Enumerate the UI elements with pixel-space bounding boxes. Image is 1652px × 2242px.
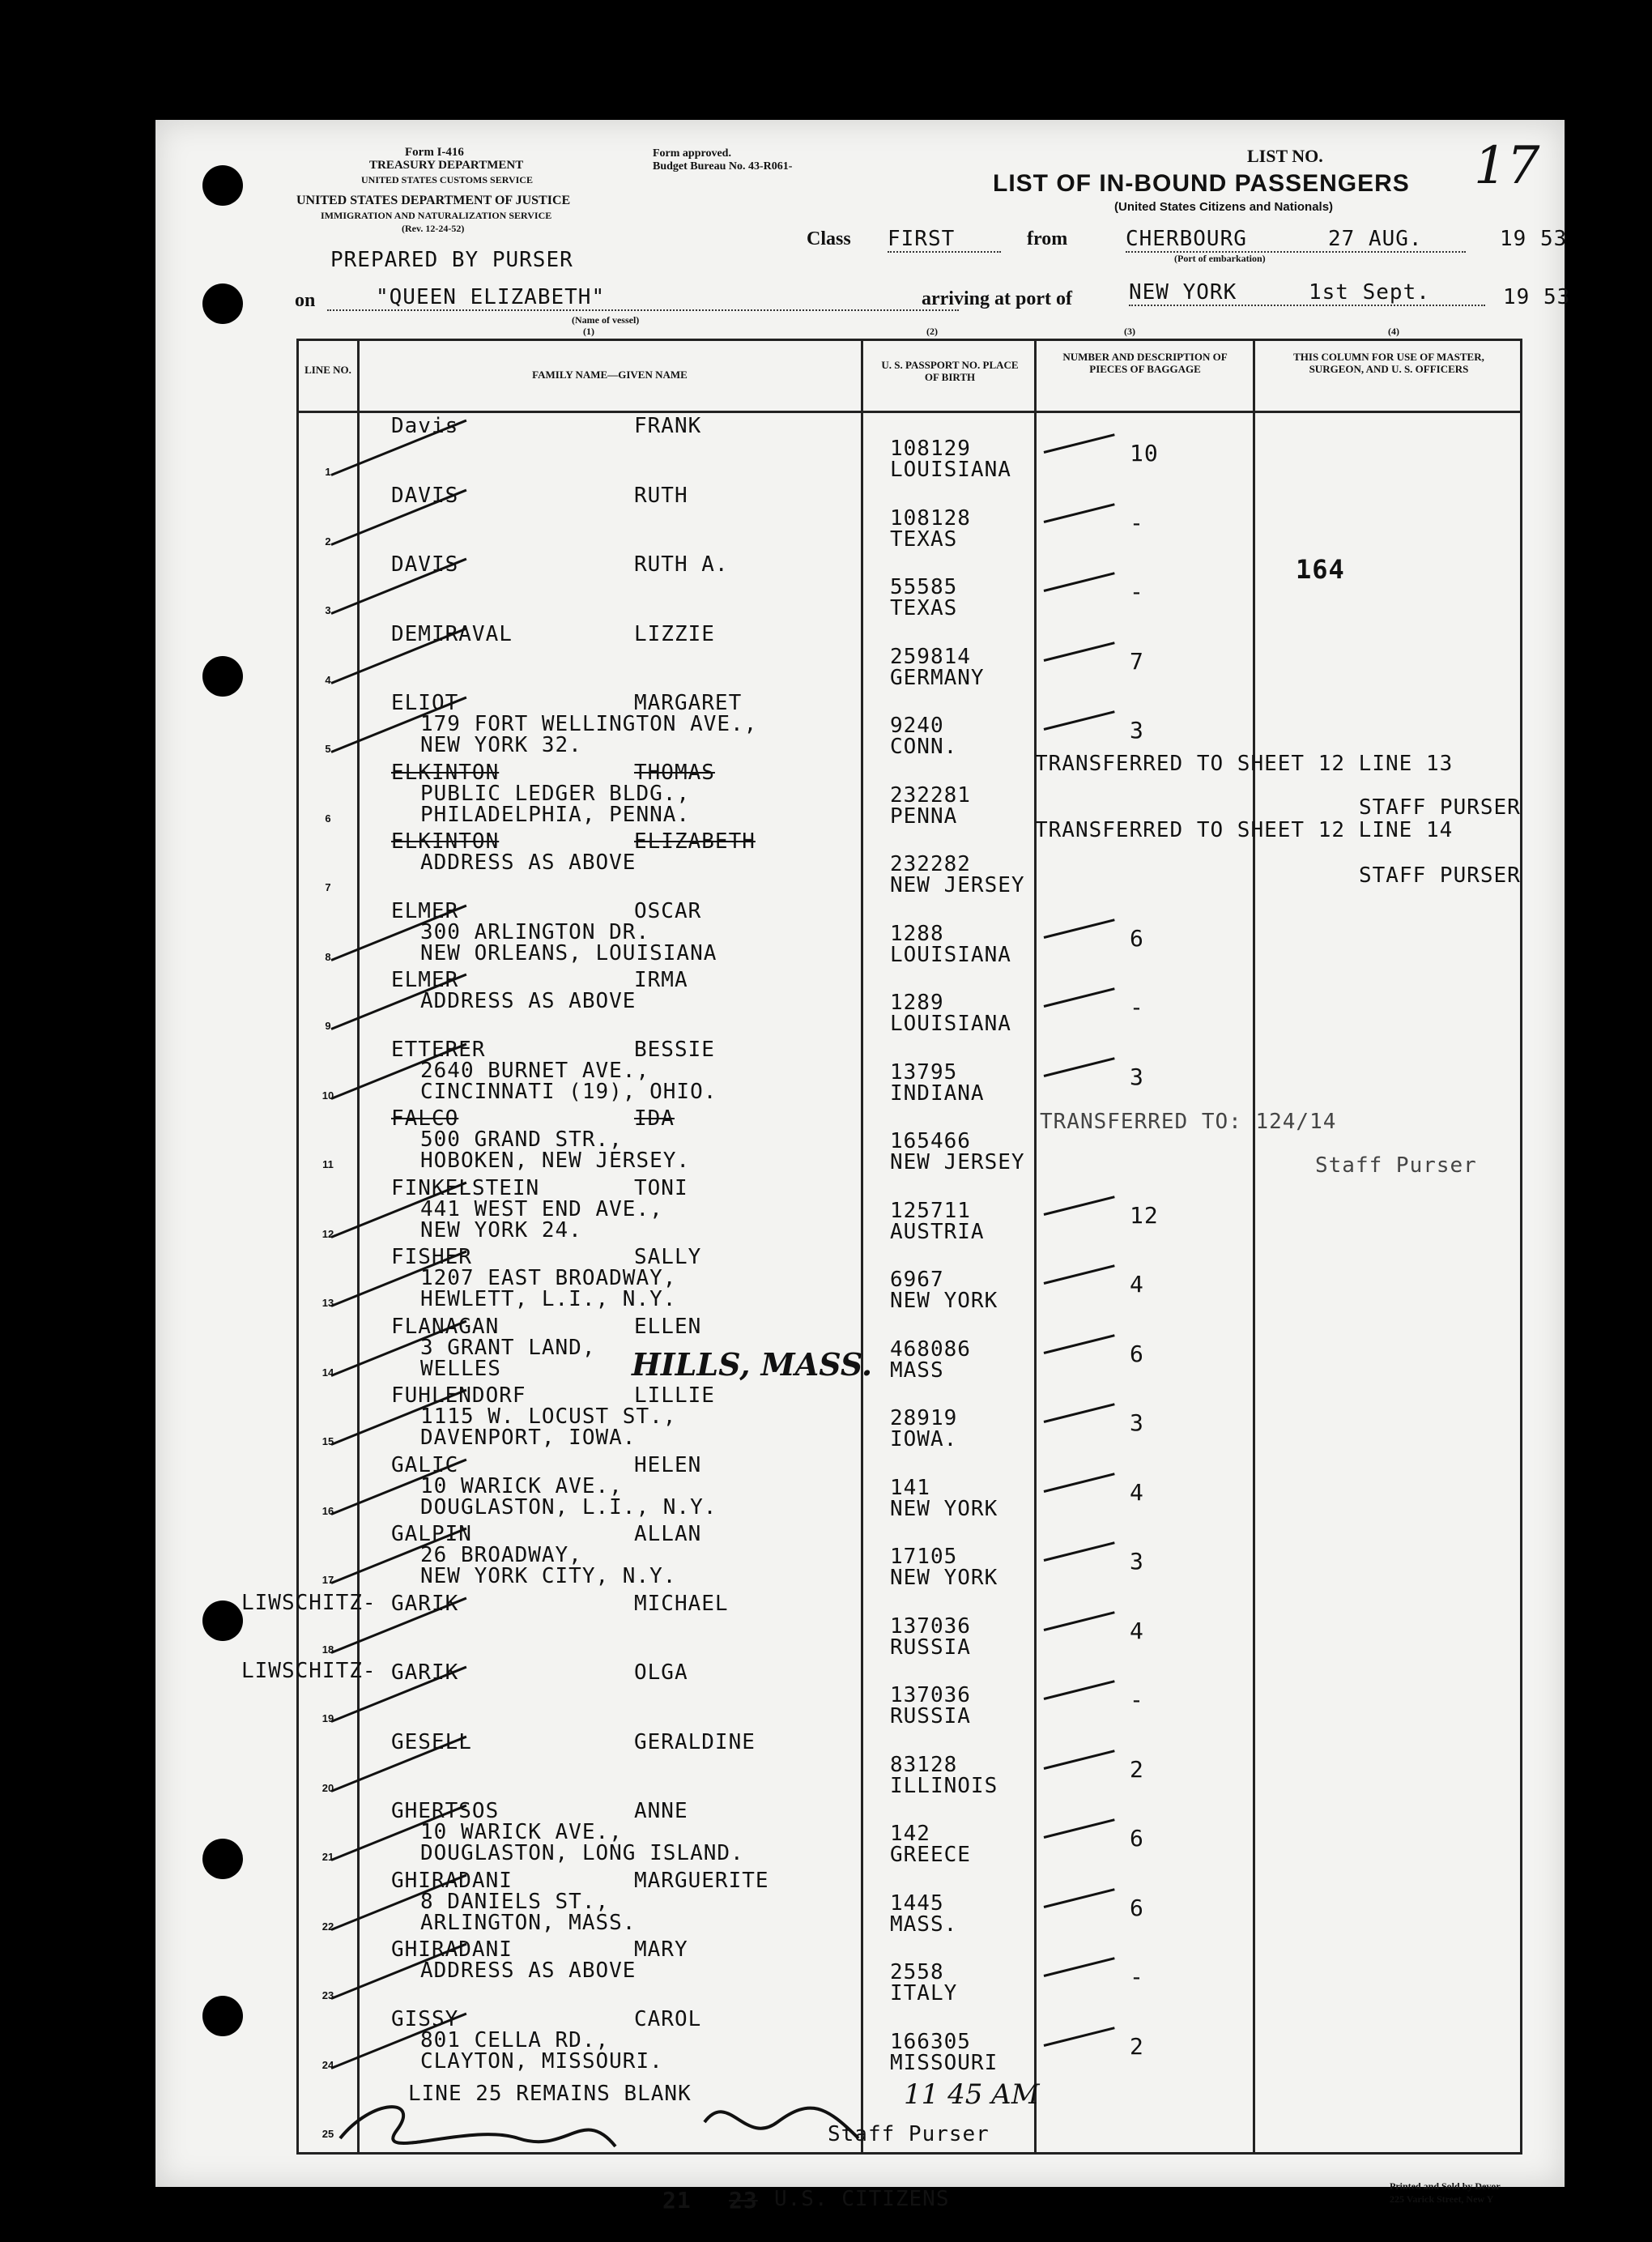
baggage-count: 3 [1130, 717, 1144, 744]
address-line-2: DAVENPORT, IOWA. [420, 1426, 637, 1450]
given-name: SALLY [634, 1245, 702, 1269]
liwschitz-line18: LIWSCHITZ- [241, 1591, 377, 1615]
passport-number: 9240 [890, 714, 944, 738]
baggage-count: 3 [1130, 1063, 1144, 1090]
staff-purser-line7: STAFF PURSER [1359, 863, 1521, 888]
family-name: ETTERER [391, 1037, 486, 1062]
baggage-count: 10 [1130, 440, 1159, 467]
family-name: GHERTSOS [391, 1799, 500, 1823]
passport-number: 6967 [890, 1268, 944, 1292]
line-number: 12 [321, 1227, 334, 1240]
line25-note: LINE 25 REMAINS BLANK [408, 2082, 692, 2106]
place-of-birth: ILLINOIS [890, 1773, 998, 1798]
family-name: GHIRADANI [391, 1937, 513, 1962]
line-number: 15 [321, 1435, 334, 1447]
footer-citizens: U.S. CITIZENS [774, 2187, 950, 2211]
footer-count-b: 23 [729, 2187, 758, 2214]
passport-number: 232281 [890, 782, 971, 808]
family-name: ELKINTON [391, 829, 500, 854]
purser-signature [324, 2074, 923, 2171]
given-name: RUTH [634, 483, 688, 508]
family-name: FINKELSTEIN [391, 1175, 540, 1200]
passport-number: 166305 [890, 2029, 971, 2054]
family-name: ELIOT [391, 691, 459, 715]
address-line-2: NEW YORK 32. [420, 733, 582, 757]
baggage-count: - [1130, 509, 1144, 536]
baggage-count: 3 [1130, 1409, 1144, 1436]
arrival-date: 1st Sept. [1309, 280, 1430, 305]
place-of-birth: IOWA. [890, 1427, 958, 1451]
given-name: HELEN [634, 1452, 702, 1477]
header-line-no: LINE NO. [304, 364, 351, 376]
baggage-count: - [1130, 994, 1144, 1021]
passport-number: 142 [890, 1822, 930, 1846]
address-line-2: CLAYTON, MISSOURI. [420, 2048, 663, 2074]
passport-number: 141 [890, 1475, 930, 1500]
address-line-1: 10 WARICK AVE., [420, 1473, 623, 1498]
address-line-1: 500 GRAND STR., [420, 1127, 623, 1152]
family-name: DEMIRAVAL [391, 621, 513, 646]
table-row [299, 1450, 1520, 1519]
given-name: BESSIE [634, 1037, 715, 1062]
place-of-birth: NEW YORK [890, 1566, 998, 1590]
baggage-count: 12 [1130, 1201, 1159, 1229]
line-number: 6 [325, 812, 331, 825]
line-number: 10 [321, 1089, 334, 1102]
punch-hole [202, 283, 243, 324]
punch-hole [202, 1996, 243, 2036]
place-of-birth: MISSOURI [890, 2050, 998, 2075]
given-name: MICHAEL [634, 1591, 729, 1616]
address-line-1: 1115 W. LOCUST ST., [420, 1404, 677, 1429]
table-row [299, 688, 1520, 757]
line-number: 14 [321, 1366, 334, 1379]
handwritten-time: 11 45 AM [904, 2078, 1040, 2111]
family-name: DAVIS [391, 552, 459, 577]
place-of-birth: GERMANY [890, 665, 985, 690]
place-of-birth: INDIANA [890, 1081, 985, 1106]
place-of-birth: NEW JERSEY [890, 1150, 1025, 1174]
arrival-year: 19 53 [1503, 285, 1571, 309]
line-number: 20 [321, 1781, 334, 1794]
address-line-1: ADDRESS AS ABOVE [420, 1959, 637, 1983]
family-name: FALCO [391, 1106, 459, 1131]
vessel-caption: (Name of vessel) [572, 314, 640, 326]
punch-hole [202, 165, 243, 206]
treasury-label: TREASURY DEPARTMENT [369, 159, 524, 172]
embarkation-caption: (Port of embarkation) [1174, 253, 1266, 264]
passport-number: 468086 [890, 1336, 971, 1362]
table-row [299, 1380, 1520, 1449]
place-of-birth: NEW JERSEY [890, 873, 1025, 897]
place-of-birth: TEXAS [890, 526, 958, 552]
revision-label: (Rev. 12-24-52) [402, 223, 465, 234]
line-number: 1 [325, 466, 331, 478]
list-no-label: LIST NO. [1247, 146, 1323, 166]
table-row [299, 1796, 1520, 1865]
table-row [299, 1934, 1520, 2003]
place-of-birth: NEW YORK [890, 1289, 998, 1313]
header-baggage: NUMBER AND DESCRIPTION OF PIECES OF BAGGAGE [1062, 351, 1228, 375]
table-row [299, 965, 1520, 1034]
passport-number: 137036 [890, 1683, 971, 1707]
family-name: ELMER [391, 968, 459, 992]
passport-number: 55585 [890, 575, 958, 599]
place-of-birth: MASS. [890, 1912, 958, 1937]
line-number: 24 [321, 2058, 334, 2071]
given-name: ELLEN [634, 1314, 702, 1339]
header-officers: THIS COLUMN FOR USE OF MASTER, SURGEON, AND U. S. OFFICERS [1293, 351, 1484, 375]
footer-count-a: 21 [662, 2187, 692, 2214]
passport-number: 13795 [890, 1059, 958, 1085]
table-row [299, 1311, 1520, 1383]
baggage-count: 4 [1130, 1478, 1144, 1506]
table-row [299, 619, 1520, 688]
line-number: 22 [321, 1920, 334, 1933]
line-number: 23 [321, 1989, 334, 2001]
passport-number: 108128 [890, 505, 971, 531]
place-of-birth: TEXAS [890, 596, 958, 620]
line-number: 3 [325, 604, 331, 616]
line-number: 18 [321, 1643, 334, 1656]
line-number: 11 [322, 1158, 334, 1170]
table-row [299, 1657, 1520, 1726]
given-name: IDA [634, 1106, 675, 1131]
family-name: GHIRADANI [391, 1868, 513, 1893]
baggage-count: 6 [1130, 1340, 1144, 1367]
justice-label: UNITED STATES DEPARTMENT OF JUSTICE [296, 194, 571, 207]
address-line-2: NEW ORLEANS, LOUISIANA [420, 940, 717, 965]
col-marker-3: (3) [1124, 326, 1135, 337]
address-line-1: ADDRESS AS ABOVE [420, 989, 637, 1013]
given-name: MARGUERITE [634, 1868, 769, 1893]
address-line-1: 300 ARLINGTON DR. [420, 919, 650, 944]
family-name: Davis [391, 414, 459, 438]
baggage-count: 6 [1130, 1894, 1144, 1921]
address-line-2: PHILADELPHIA, PENNA. [420, 802, 691, 827]
line-number: 25 [321, 2128, 334, 2140]
family-name: GISSY [391, 2006, 459, 2031]
address-line-2: WELLES [420, 1356, 501, 1381]
col-marker-4: (4) [1388, 326, 1399, 337]
passport-number: 232282 [890, 852, 971, 876]
passport-number: 17105 [890, 1545, 958, 1569]
address-line-1: 179 FORT WELLINGTON AVE., [420, 712, 758, 736]
given-name: THOMAS [634, 760, 715, 785]
line-number: 5 [325, 743, 331, 755]
arrival-port: NEW YORK [1129, 280, 1485, 306]
passport-number: 1289 [890, 991, 944, 1015]
place-of-birth: PENNA [890, 803, 958, 829]
passport-number: 2558 [890, 1960, 944, 1984]
line-number: 2 [325, 535, 331, 548]
baggage-count: 2 [1130, 1755, 1144, 1783]
given-name: LIZZIE [634, 621, 715, 646]
form-number: Form I-416 [405, 146, 464, 159]
given-name: OSCAR [634, 898, 702, 923]
punch-hole [202, 1601, 243, 1641]
line-number: 21 [321, 1851, 334, 1863]
form-subtitle: (United States Citizens and Nationals) [1114, 200, 1334, 214]
family-name: GESELL [391, 1729, 472, 1754]
family-name: ELMER [391, 898, 459, 923]
given-name: OLGA [634, 1660, 688, 1685]
passenger-table [296, 339, 1522, 2155]
table-row [299, 480, 1520, 552]
place-of-birth: LOUISIANA [890, 1012, 1011, 1036]
table-row [299, 1173, 1520, 1242]
given-name: LILLIE [634, 1383, 715, 1408]
liwschitz-line19: LIWSCHITZ- [241, 1659, 377, 1683]
col-marker-2: (2) [926, 326, 938, 337]
address-line-2: NEW YORK 24. [420, 1217, 582, 1242]
passport-number: 108129 [890, 437, 971, 461]
given-name: TONI [634, 1175, 688, 1200]
embarkation-year: 19 53 [1500, 227, 1568, 251]
table-row [299, 411, 1520, 480]
given-name: ELIZABETH [634, 829, 756, 854]
family-name: FUHLENDORF [391, 1383, 526, 1408]
table-row [299, 1727, 1520, 1796]
family-name: DAVIS [391, 483, 459, 508]
table-row [299, 896, 1520, 965]
given-name: GERALDINE [634, 1729, 756, 1754]
passport-number: 125711 [890, 1198, 971, 1223]
prepared-by: PREPARED BY PURSER [330, 248, 573, 272]
baggage-count: 4 [1130, 1271, 1144, 1298]
given-name: CAROL [634, 2006, 702, 2031]
header-passport: U. S. PASSPORT NO. PLACE OF BIRTH [881, 359, 1019, 383]
table-row [299, 1588, 1520, 1660]
punch-hole [202, 1839, 243, 1879]
address-line-2: NEW YORK CITY, N.Y. [420, 1564, 677, 1588]
embarkation-port: CHERBOURG [1126, 227, 1466, 253]
table-row [299, 2004, 1520, 2073]
address-line-1: ADDRESS AS ABOVE [420, 850, 637, 875]
form-approved: Form approved. [653, 147, 731, 160]
place-of-birth: NEW YORK [890, 1496, 998, 1521]
printer-line1: Printed and Sold by Devor [1390, 2180, 1501, 2192]
passport-number: 137036 [890, 1613, 971, 1639]
address-line-1: 1207 EAST BROADWAY, [420, 1266, 677, 1290]
embarkation-date: 27 AUG. [1328, 227, 1423, 251]
baggage-count: - [1130, 1963, 1144, 1990]
staff-purser-line25: Staff Purser [828, 2122, 990, 2146]
passport-number: 1445 [890, 1890, 944, 1916]
place-of-birth: CONN. [890, 735, 958, 759]
line-number: 13 [321, 1297, 334, 1309]
customs-label: UNITED STATES CUSTOMS SERVICE [361, 174, 533, 185]
address-line-1: 2640 BURNET AVE., [420, 1058, 650, 1083]
given-name: MARGARET [634, 691, 743, 715]
arriving-label: arriving at port of [922, 288, 1072, 309]
immigration-label: IMMIGRATION AND NATURALIZATION SERVICE [321, 210, 552, 221]
punch-hole [202, 656, 243, 697]
address-line-1: 3 GRANT LAND, [420, 1335, 596, 1360]
header-name: FAMILY NAME—GIVEN NAME [532, 369, 688, 381]
on-label: on [295, 290, 316, 311]
place-of-birth: GREECE [890, 1843, 971, 1867]
family-name: FISHER [391, 1245, 472, 1269]
col-marker-1: (1) [583, 326, 594, 337]
baggage-count: - [1130, 1686, 1144, 1713]
address-line-1: 8 DANIELS ST., [420, 1889, 610, 1914]
baggage-count: 2 [1130, 2032, 1144, 2060]
place-of-birth: MASS [890, 1358, 944, 1383]
line-number: 17 [321, 1574, 334, 1586]
line-number: 8 [325, 950, 331, 963]
address-line-2: ARLINGTON, MASS. [420, 1910, 637, 1935]
line-number: 19 [321, 1712, 334, 1724]
baggage-count: 7 [1130, 647, 1144, 675]
address-line-1: 26 BROADWAY, [420, 1543, 582, 1567]
handwritten-hills-mass: HILLS, MASS. [632, 1346, 873, 1383]
family-name: GARIK [391, 1660, 459, 1685]
line-number: 7 [325, 881, 331, 893]
passport-number: 83128 [890, 1752, 958, 1777]
address-line-2: HOBOKEN, NEW JERSEY. [420, 1149, 691, 1173]
baggage-count: 6 [1130, 1825, 1144, 1852]
staff-purser-line6: STAFF PURSER [1359, 795, 1521, 820]
given-name: ANNE [634, 1799, 688, 1823]
vessel-name: "QUEEN ELIZABETH" [327, 285, 959, 311]
staff-purser-line11: Staff Purser [1315, 1153, 1477, 1178]
place-of-birth: AUSTRIA [890, 1219, 985, 1244]
place-of-birth: LOUISIANA [890, 942, 1011, 967]
place-of-birth: RUSSIA [890, 1704, 971, 1728]
address-line-2: HEWLETT, L.I., N.Y. [420, 1287, 677, 1311]
given-name: IRMA [634, 968, 688, 992]
place-of-birth: ITALY [890, 1981, 958, 2005]
from-label: from [1027, 228, 1068, 249]
transfer-note-line6: TRANSFERRED TO SHEET 12 LINE 13 [1035, 752, 1454, 776]
baggage-count: 6 [1130, 924, 1144, 952]
family-name: ELKINTON [391, 760, 500, 785]
transfer-note-line11: TRANSFERRED TO: 124/14 [1040, 1110, 1337, 1134]
place-of-birth: LOUISIANA [890, 458, 1011, 482]
official-number-164: 164 [1296, 554, 1345, 585]
list-no-value: 17 [1474, 136, 1540, 196]
printer-line2: 225 Varick Street, New Y [1390, 2193, 1494, 2205]
address-line-1: 801 CELLA RD., [420, 2027, 610, 2052]
table-row [299, 1242, 1520, 1311]
baggage-count: - [1130, 578, 1144, 605]
table-row [299, 1865, 1520, 1937]
family-name: GALIC [391, 1452, 459, 1477]
baggage-count: 3 [1130, 1548, 1144, 1575]
table-header [299, 341, 1520, 413]
line-number: 16 [321, 1504, 334, 1517]
place-of-birth: RUSSIA [890, 1635, 971, 1660]
passport-number: 1288 [890, 921, 944, 946]
passport-number: 259814 [890, 644, 971, 669]
address-line-2: CINCINNATI (19), OHIO. [420, 1079, 717, 1104]
transfer-note-line7: TRANSFERRED TO SHEET 12 LINE 14 [1035, 818, 1454, 842]
table-row [299, 1034, 1520, 1106]
line-number: 4 [325, 673, 331, 686]
address-line-2: DOUGLASTON, LONG ISLAND. [420, 1841, 744, 1865]
family-name: FLANAGAN [391, 1314, 500, 1339]
address-line-2: DOUGLASTON, L.I., N.Y. [420, 1494, 717, 1520]
baggage-count: 4 [1130, 1617, 1144, 1644]
class-label: Class [807, 228, 851, 249]
budget-bureau: Budget Bureau No. 43-R061- [653, 160, 793, 173]
given-name: ALLAN [634, 1522, 702, 1546]
family-name: GALPIN [391, 1522, 472, 1546]
given-name: RUTH A. [634, 552, 729, 577]
class-value: FIRST [888, 227, 1001, 253]
form-title: LIST OF IN-BOUND PASSENGERS [993, 170, 1410, 197]
passport-number: 28919 [890, 1406, 958, 1430]
address-line-1: PUBLIC LEDGER BLDG., [420, 781, 691, 806]
given-name: MARY [634, 1937, 688, 1962]
passport-number: 165466 [890, 1129, 971, 1153]
table-row [299, 1519, 1520, 1588]
given-name: FRANK [634, 414, 702, 438]
address-line-1: 441 WEST END AVE., [420, 1196, 663, 1221]
family-name: GARIK [391, 1591, 459, 1616]
address-line-1: 10 WARICK AVE., [420, 1820, 623, 1844]
line-number: 9 [325, 1020, 331, 1032]
